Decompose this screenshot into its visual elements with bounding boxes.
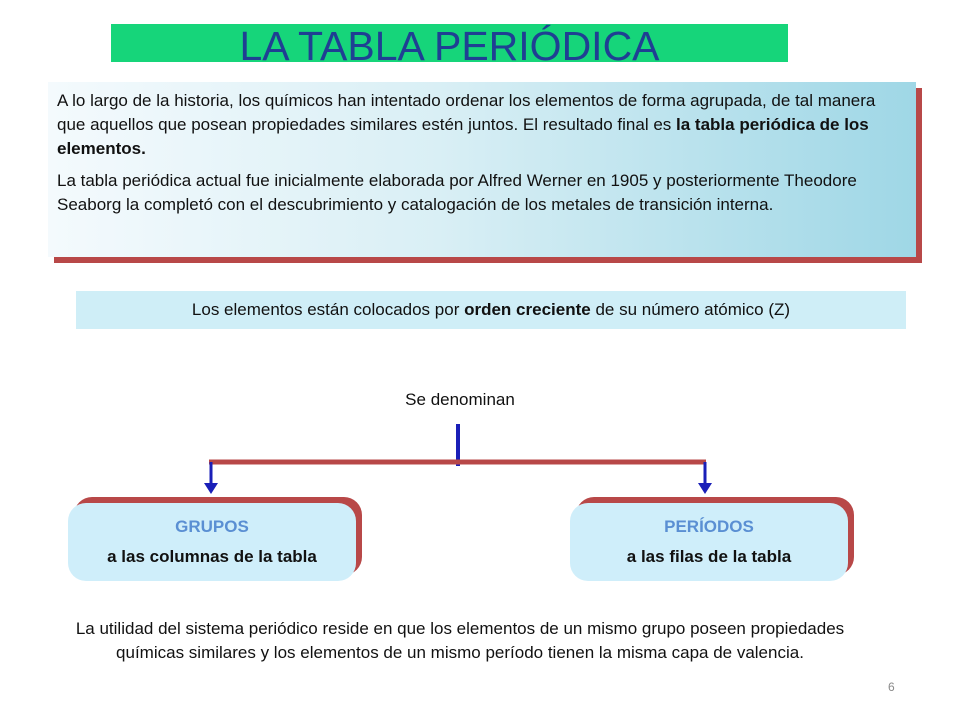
order-bold: orden creciente xyxy=(464,300,591,319)
order-suffix: de su número atómico (Z) xyxy=(595,300,791,319)
grupos-head: GRUPOS xyxy=(175,517,249,536)
page-title: LA TABLA PERIÓDICA xyxy=(239,23,660,69)
right-arrow-head xyxy=(698,483,712,494)
periodos-card xyxy=(570,503,848,581)
conclusion-text: La utilidad del sistema periódico reside en que los elementos de un mismo grupo poseen propiedades químicas similares y los elementos de un mismo período tienen la misma capa de valencia. xyxy=(75,619,845,662)
slide-number: 6 xyxy=(888,680,895,694)
grupos-sub: a las columnas de la tabla xyxy=(107,547,317,566)
grupos-card xyxy=(68,503,356,581)
intro-paragraph-1-text: A lo largo de la historia, los químicos han intentado ordenar los elementos de forma agrupada, de tal manera que aquellos que posean propiedades similares estén juntos. El resultado final es xyxy=(57,91,876,134)
order-prefix: Los elementos están colocados por xyxy=(191,300,460,319)
intro-paragraph-2: La tabla periódica actual fue inicialmente elaborada por Alfred Werner en 1905 y posteriormente Theodore Seaborg la completó con el descubrimiento y catalogación de los metales de transición interna. xyxy=(57,171,857,214)
periodos-sub: a las filas de la tabla xyxy=(626,547,792,566)
left-arrow-head xyxy=(204,483,218,494)
periodos-head: PERÍODOS xyxy=(664,517,754,536)
intro-paragraph-1-bold: la tabla periódica de los elementos. xyxy=(57,115,869,158)
se-denominan-label: Se denominan xyxy=(405,390,515,409)
